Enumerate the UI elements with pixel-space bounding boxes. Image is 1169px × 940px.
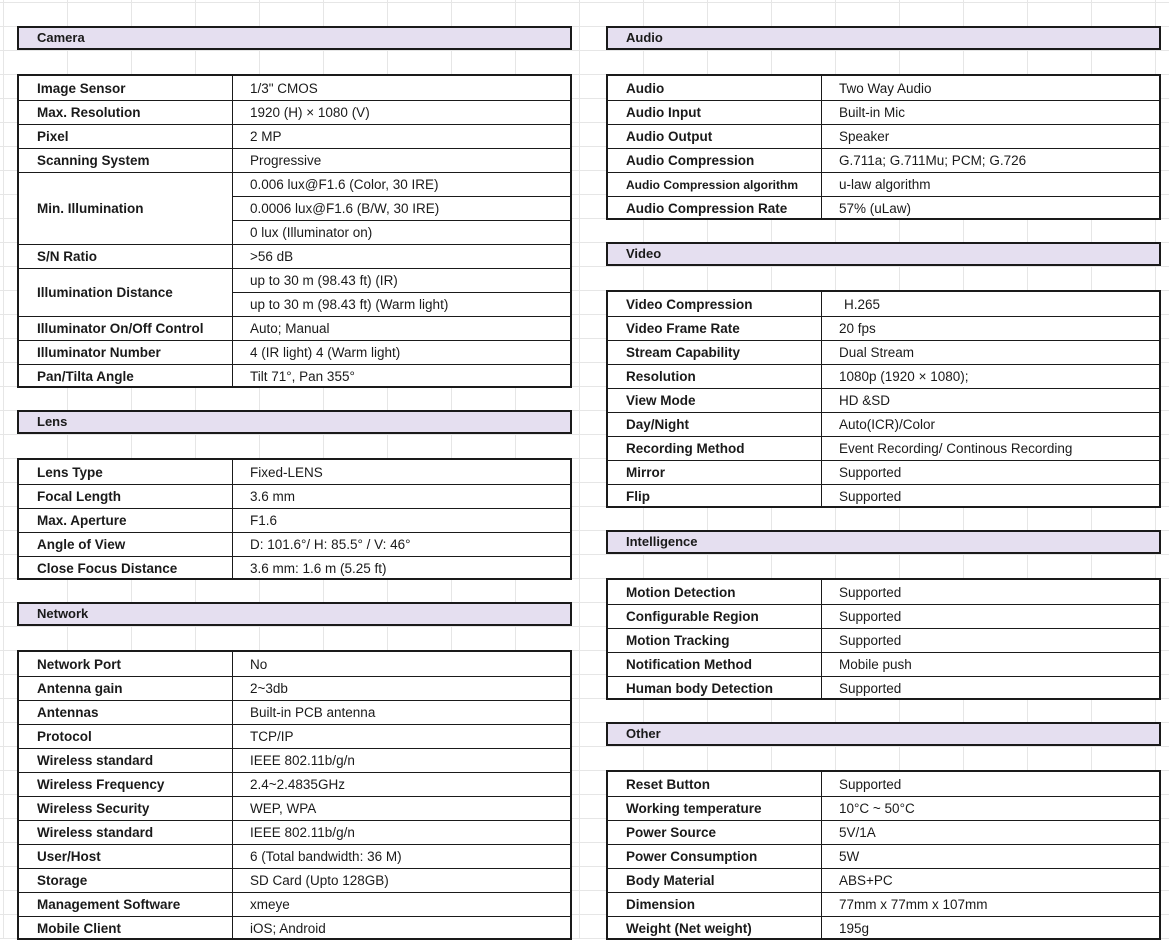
spec-row xyxy=(19,340,570,364)
spec-value-group xyxy=(233,173,570,244)
spec-table-video xyxy=(606,290,1161,508)
spec-label: Wireless Security xyxy=(19,797,233,820)
spec-value: >56 dB xyxy=(250,249,294,264)
spec-label: Mobile Client xyxy=(19,917,233,940)
spec-value-group xyxy=(233,652,570,676)
spec-value: Fixed-LENS xyxy=(250,464,323,480)
spec-row xyxy=(19,556,570,580)
spec-value-group xyxy=(233,701,570,724)
spec-row xyxy=(19,916,570,940)
spec-row xyxy=(19,124,570,148)
section-header-other: Other xyxy=(606,722,1161,746)
spec-value: Mobile push xyxy=(839,657,912,672)
spec-value: 195g xyxy=(839,921,870,936)
spec-label: Max. Resolution xyxy=(19,101,233,124)
spec-label: Protocol xyxy=(19,725,233,748)
spec-label: Reset Button xyxy=(608,772,822,796)
spec-value: No xyxy=(250,656,268,672)
spec-row xyxy=(19,316,570,340)
spec-value: 0.0006 lux@F1.6 (B/W, 30 IRE) xyxy=(233,196,570,220)
spec-value-group xyxy=(822,893,1159,916)
spec-value-group xyxy=(233,485,570,508)
spec-row xyxy=(19,532,570,556)
spec-value-group xyxy=(822,845,1159,868)
spec-row xyxy=(608,388,1159,412)
spec-label: Audio Compression Rate xyxy=(608,197,822,220)
spec-value-group xyxy=(822,869,1159,892)
spec-value-group xyxy=(822,365,1159,388)
spec-row xyxy=(608,628,1159,652)
spec-value: 1920 (H) × 1080 (V) xyxy=(250,105,370,120)
spec-value-group xyxy=(233,725,570,748)
spec-label: View Mode xyxy=(608,389,822,412)
spec-label: Working temperature xyxy=(608,797,822,820)
spec-value: iOS; Android xyxy=(250,921,326,936)
spec-label: Max. Aperture xyxy=(19,509,233,532)
spec-value-group xyxy=(233,893,570,916)
spec-label: Illuminator On/Off Control xyxy=(19,317,233,340)
spec-row xyxy=(608,580,1159,604)
spec-value: 6 (Total bandwidth: 36 M) xyxy=(250,849,402,864)
spec-value: 5V/1A xyxy=(839,825,876,840)
spec-label: Mirror xyxy=(608,461,822,484)
spec-label: Pixel xyxy=(19,125,233,148)
spec-label: Audio Compression algorithm xyxy=(608,173,822,196)
spec-label: S/N Ratio xyxy=(19,245,233,268)
section-header-intelligence: Intelligence xyxy=(606,530,1161,554)
spec-row xyxy=(19,892,570,916)
spec-value: D: 101.6°/ H: 85.5° / V: 46° xyxy=(250,537,411,552)
section-header-network: Network xyxy=(17,602,572,626)
spec-label: Focal Length xyxy=(19,485,233,508)
spec-value-group xyxy=(233,773,570,796)
spec-table-camera xyxy=(17,74,572,388)
spec-row xyxy=(19,508,570,532)
spec-value-group xyxy=(822,413,1159,436)
spec-label: Day/Night xyxy=(608,413,822,436)
spec-label: Weight (Net weight) xyxy=(608,917,822,940)
spec-value: 5W xyxy=(839,849,860,864)
spec-row xyxy=(19,244,570,268)
spec-value-group xyxy=(822,629,1159,652)
spec-row xyxy=(19,820,570,844)
spec-row xyxy=(608,340,1159,364)
spec-row xyxy=(608,292,1159,316)
spec-row xyxy=(19,700,570,724)
spec-label: Audio Compression xyxy=(608,149,822,172)
spec-value-group xyxy=(822,605,1159,628)
spec-label: Audio Output xyxy=(608,125,822,148)
spec-value: Two Way Audio xyxy=(839,80,932,96)
spec-label: Wireless standard xyxy=(19,749,233,772)
spec-row xyxy=(608,796,1159,820)
spec-value-group xyxy=(822,76,1159,100)
spec-label: Lens Type xyxy=(19,460,233,484)
spec-value: WEP, WPA xyxy=(250,801,317,816)
spec-row xyxy=(608,364,1159,388)
spec-row xyxy=(19,172,570,244)
spec-row xyxy=(19,772,570,796)
spec-label: Power Source xyxy=(608,821,822,844)
spec-label: User/Host xyxy=(19,845,233,868)
spec-label: Antennas xyxy=(19,701,233,724)
spec-row xyxy=(19,676,570,700)
spec-value-group xyxy=(233,76,570,100)
spec-value: IEEE 802.11b/g/n xyxy=(250,825,355,840)
spec-value-group xyxy=(233,845,570,868)
spec-row xyxy=(608,604,1159,628)
spec-row xyxy=(19,484,570,508)
spec-value-group xyxy=(822,125,1159,148)
spec-label: Stream Capability xyxy=(608,341,822,364)
spec-label: Notification Method xyxy=(608,653,822,676)
spec-row xyxy=(608,844,1159,868)
spec-value-group xyxy=(822,797,1159,820)
spec-value-group xyxy=(233,460,570,484)
spec-value-group xyxy=(233,245,570,268)
spec-value: H.265 xyxy=(844,296,881,312)
spec-label: Audio xyxy=(608,76,822,100)
spec-row xyxy=(19,796,570,820)
spec-value: Supported xyxy=(839,633,902,648)
spec-table-network xyxy=(17,650,572,940)
spec-value: Built-in PCB antenna xyxy=(250,705,376,720)
spec-row xyxy=(608,676,1159,700)
spec-value-group xyxy=(822,437,1159,460)
spec-value-group xyxy=(233,557,570,580)
spec-row xyxy=(19,364,570,388)
spec-value: SD Card (Upto 128GB) xyxy=(250,873,389,888)
section-header-video: Video xyxy=(606,242,1161,266)
spec-value: Supported xyxy=(839,609,902,624)
spec-row xyxy=(608,916,1159,940)
spec-row xyxy=(608,484,1159,508)
spec-label: Min. Illumination xyxy=(19,173,233,244)
spec-value: up to 30 m (98.43 ft) (IR) xyxy=(250,273,398,288)
spec-row xyxy=(608,436,1159,460)
spec-label: Video Frame Rate xyxy=(608,317,822,340)
spec-value: Built-in Mic xyxy=(839,105,906,120)
spec-value-group xyxy=(822,389,1159,412)
spec-value: 4 (IR light) 4 (Warm light) xyxy=(250,345,401,360)
spec-value: Supported xyxy=(839,489,902,504)
spec-value: IEEE 802.11b/g/n xyxy=(250,753,355,768)
spec-value-group xyxy=(822,197,1159,220)
spec-value-group xyxy=(233,149,570,172)
spec-label: Video Compression xyxy=(608,292,822,316)
spec-value: 2 MP xyxy=(250,129,282,144)
spec-label: Human body Detection xyxy=(608,677,822,700)
spec-value-group xyxy=(822,101,1159,124)
spec-row xyxy=(608,172,1159,196)
spec-row xyxy=(19,748,570,772)
spec-value-group xyxy=(233,269,570,316)
spec-label: Storage xyxy=(19,869,233,892)
spec-label: Image Sensor xyxy=(19,76,233,100)
spec-row xyxy=(608,412,1159,436)
spec-label: Pan/Tilta Angle xyxy=(19,365,233,388)
spec-row xyxy=(19,844,570,868)
spec-value: 20 fps xyxy=(839,321,876,336)
spec-value-group xyxy=(233,797,570,820)
spec-row xyxy=(608,652,1159,676)
spec-table-lens xyxy=(17,458,572,580)
spec-label: Illuminator Number xyxy=(19,341,233,364)
spec-label: Audio Input xyxy=(608,101,822,124)
spec-value: HD &SD xyxy=(839,393,891,408)
spec-label: Body Material xyxy=(608,869,822,892)
spec-value: 1/3" CMOS xyxy=(250,80,318,96)
spec-value-group xyxy=(822,677,1159,700)
spec-value-group xyxy=(233,533,570,556)
spec-value-group xyxy=(822,580,1159,604)
spec-value-group xyxy=(822,485,1159,508)
spec-row xyxy=(608,76,1159,100)
spec-row xyxy=(608,868,1159,892)
spec-row xyxy=(608,196,1159,220)
spec-value-group xyxy=(822,917,1159,940)
spec-value-group xyxy=(822,821,1159,844)
spec-value-group xyxy=(233,365,570,388)
spec-value-group xyxy=(233,869,570,892)
spec-row xyxy=(608,316,1159,340)
spec-value: 0.006 lux@F1.6 (Color, 30 IRE) xyxy=(250,177,439,192)
spec-label: Motion Tracking xyxy=(608,629,822,652)
spec-value-group xyxy=(233,125,570,148)
spec-value: up to 30 m (98.43 ft) (Warm light) xyxy=(233,292,570,316)
spec-row xyxy=(19,148,570,172)
spec-value: Auto; Manual xyxy=(250,321,330,336)
spec-value: Supported xyxy=(839,465,902,480)
spec-value: Supported xyxy=(839,681,902,696)
spec-value: Speaker xyxy=(839,129,890,144)
spec-value: ABS+PC xyxy=(839,873,893,888)
spec-row xyxy=(19,724,570,748)
spec-value: 2.4~2.4835GHz xyxy=(250,777,345,792)
spec-row xyxy=(608,100,1159,124)
spec-value: 10°C ~ 50°C xyxy=(839,801,915,816)
spec-value: Dual Stream xyxy=(839,345,915,360)
spec-table-audio xyxy=(606,74,1161,220)
spec-value: TCP/IP xyxy=(250,729,294,744)
spec-label: Wireless Frequency xyxy=(19,773,233,796)
spec-row xyxy=(19,868,570,892)
spec-label: Power Consumption xyxy=(608,845,822,868)
spec-value: Progressive xyxy=(250,153,322,168)
spec-label: Recording Method xyxy=(608,437,822,460)
spec-value: Supported xyxy=(839,776,902,792)
spec-value: 3.6 mm: 1.6 m (5.25 ft) xyxy=(250,561,387,576)
spec-label: Network Port xyxy=(19,652,233,676)
spec-row xyxy=(608,892,1159,916)
spec-row xyxy=(19,100,570,124)
spec-row xyxy=(19,268,570,316)
spec-label: Antenna gain xyxy=(19,677,233,700)
spec-label: Wireless standard xyxy=(19,821,233,844)
spec-value: Event Recording/ Continous Recording xyxy=(839,441,1073,456)
spec-row xyxy=(19,652,570,676)
spec-value: xmeye xyxy=(250,897,290,912)
spec-value: F1.6 xyxy=(250,513,278,528)
spec-value-group xyxy=(233,677,570,700)
spec-value-group xyxy=(822,772,1159,796)
spec-value: G.711a; G.711Mu; PCM; G.726 xyxy=(839,153,1027,168)
spec-value-group xyxy=(822,461,1159,484)
spec-value-group xyxy=(822,173,1159,196)
spec-value-group xyxy=(233,101,570,124)
spec-value-group xyxy=(822,653,1159,676)
spec-value-group xyxy=(233,749,570,772)
spec-label: Management Software xyxy=(19,893,233,916)
section-header-audio: Audio xyxy=(606,26,1161,50)
spec-label: Dimension xyxy=(608,893,822,916)
spec-row xyxy=(19,460,570,484)
spec-value: 0 lux (Illuminator on) xyxy=(233,220,570,244)
spec-value: Auto(ICR)/Color xyxy=(839,417,936,432)
spec-value: 3.6 mm xyxy=(250,489,296,504)
spec-label: Close Focus Distance xyxy=(19,557,233,580)
spec-label: Motion Detection xyxy=(608,580,822,604)
spec-value-group xyxy=(822,292,1159,316)
spec-value-group xyxy=(233,317,570,340)
spec-value: 57% (uLaw) xyxy=(839,201,912,216)
spec-value-group xyxy=(233,821,570,844)
spec-value: Tilt 71°, Pan 355° xyxy=(250,369,355,384)
spec-row xyxy=(608,772,1159,796)
spec-value: 1080p (1920 × 1080); xyxy=(839,369,969,384)
spec-value-group xyxy=(822,317,1159,340)
spec-value-group xyxy=(233,341,570,364)
spec-label: Configurable Region xyxy=(608,605,822,628)
spec-row xyxy=(19,76,570,100)
spec-row xyxy=(608,460,1159,484)
spec-table-intelligence xyxy=(606,578,1161,700)
spec-value-group xyxy=(233,917,570,940)
spec-label: Scanning System xyxy=(19,149,233,172)
spec-value: 77mm x 77mm x 107mm xyxy=(839,897,988,912)
spec-value: Supported xyxy=(839,584,902,600)
spec-value-group xyxy=(233,509,570,532)
spec-label: Flip xyxy=(608,485,822,508)
spec-value-group xyxy=(822,149,1159,172)
section-header-lens: Lens xyxy=(17,410,572,434)
spec-row xyxy=(608,148,1159,172)
spec-value: u-law algorithm xyxy=(839,177,931,192)
spec-row xyxy=(608,124,1159,148)
spec-label: Illumination Distance xyxy=(19,269,233,316)
section-header-camera: Camera xyxy=(17,26,572,50)
spec-label: Resolution xyxy=(608,365,822,388)
spec-value-group xyxy=(822,341,1159,364)
spec-table-other xyxy=(606,770,1161,940)
spec-value: 2~3db xyxy=(250,681,288,696)
spec-row xyxy=(608,820,1159,844)
spec-label: Angle of View xyxy=(19,533,233,556)
